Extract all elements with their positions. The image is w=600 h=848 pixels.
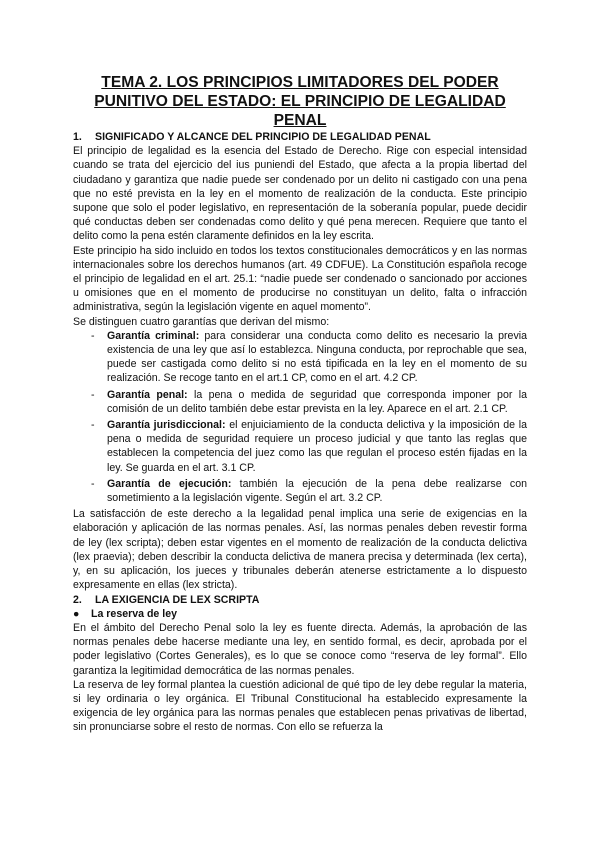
subheading xyxy=(73,607,527,621)
dash-bullet: - xyxy=(91,329,95,342)
document-body xyxy=(73,130,527,735)
paragraph: Este principio ha sido incluido en todos los textos constitucionales democráticos y en las normas internacionales sobre los derechos humanos (art. 49 CDFUE). La Constitución española recoge el principio de legalidad en el art. 25.1: “nadie puede ser condenado o sancionado por acciones u omisiones que en el momento de producirse no constituyan un delito, falta o infracción administrativa, según la legislación vigente en aquel momento”. xyxy=(73,244,527,314)
paragraph: El principio de legalidad es la esencia del Estado de Derecho. Rige con especial intensidad cuando se trata del ejercicio del ius puniendi del Estado, que afecta a la propia libertad del ciudadano y garantiza que nadie puede ser condenado por un delito ni castigado con una pena que no esté prevista en la ley en el momento de realización de la conducta. Este principio supone que solo el poder legislativo, en representación de la soberanía popular, puede decidir qué conductas deben ser condenadas como delito y qué pena merecen. Requiere que tanto el delito como la pena estén claramente definidos en la ley escrita. xyxy=(73,145,527,243)
list-item-text: también la ejecución de la pena debe realizarse con sometimiento a la legislación vigente. Según el art. 3.2 CP. xyxy=(107,477,527,505)
list-item xyxy=(73,418,527,475)
paragraph: La satisfacción de este derecho a la legalidad penal implica una serie de exigencias en la elaboración y aplicación de las normas penales. Así, las normas penales deben revestir forma de ley (lex scripta); deben estar vigentes en el momento de realización de la conducta delictiva (lex praevia); deben describir la conducta delictiva de manera precisa y determinada (lex certa), y, en su aplicación, los jueces y tribunales deberán atenerse estrictamente a lo dispuesto expresamente en ellas (lex stricta). xyxy=(73,508,527,592)
list-item-term: Garantía jurisdiccional: xyxy=(107,419,226,432)
dash-bullet: - xyxy=(91,477,95,490)
paragraph: En el ámbito del Derecho Penal solo la ley es fuente directa. Además, la aprobación de las normas penales debe hacerse mediante una ley, en sentido formal, es decir, aprobada por el poder legislativo (Cortes Generales), es lo que se conoce como “reserva de ley formal”. Ello garantiza la legitimidad democrática de las normas penales. xyxy=(73,621,527,677)
list-item-term: Garantía criminal: xyxy=(107,329,200,342)
list-item-term: Garantía de ejecución: xyxy=(107,477,232,490)
list-item-text: el enjuiciamiento de la conducta delictiva y la imposición de la pena o medida de seguridad requiere un proceso judicial y que tanto las reglas que establecen la competencia del juez como las que regulan el proceso estén fijadas en la ley. Se guarda en el art. 3.1 CP. xyxy=(107,419,527,474)
paragraph: La reserva de ley formal plantea la cuestión adicional de qué tipo de ley debe regular la materia, si ley ordinaria o ley orgánica. El Tribunal Constitucional ha establecido expresamente la exigencia de ley orgánica para las normas penales que establecen penas privativas de libertad, sin pronunciarse sobre el resto de normas. Con ello se refuerza la xyxy=(73,678,527,734)
list-item xyxy=(73,388,527,416)
section-2-heading xyxy=(73,593,527,607)
guarantees-list xyxy=(73,329,527,505)
section-1-number: 1. xyxy=(73,131,82,143)
section-2-title: LA EXIGENCIA DE LEX SCRIPTA xyxy=(95,593,260,606)
dash-bullet: - xyxy=(91,388,95,401)
list-item xyxy=(73,477,527,505)
paragraph: Se distinguen cuatro garantías que derivan del mismo: xyxy=(73,315,330,328)
dash-bullet: - xyxy=(91,419,95,432)
list-item-text: para considerar una conducta como delito es necesario la previa existencia de una ley que así lo establezca. Ninguna conducta, por reprochable que sea, puede ser castigada como delito si no está tipificada en la ley en el momento de su realización. Se recoge tanto en el art.1 CP, como en el art. 4.2 CP. xyxy=(107,329,527,385)
bullet-dot-icon: ● xyxy=(73,607,80,620)
section-2-number: 2. xyxy=(73,593,82,606)
list-item-term: Garantía penal: xyxy=(107,388,188,401)
list-item xyxy=(73,329,527,386)
section-1-title: SIGNIFICADO Y ALCANCE DEL PRINCIPIO DE LEGALIDAD PENAL xyxy=(95,131,431,143)
section-1-heading xyxy=(73,130,527,144)
subheading-text: La reserva de ley xyxy=(91,607,177,620)
list-item-text: la pena o medida de seguridad que corresponda imponer por la comisión de un delito también debe estar prevista en la ley. Aparece en el art. 2.1 CP. xyxy=(107,388,527,415)
document-title: TEMA 2. LOS PRINCIPIOS LIMITADORES DEL PODER PUNITIVO DEL ESTADO: EL PRINCIPIO DE LEGALIDAD PENAL xyxy=(94,74,506,129)
